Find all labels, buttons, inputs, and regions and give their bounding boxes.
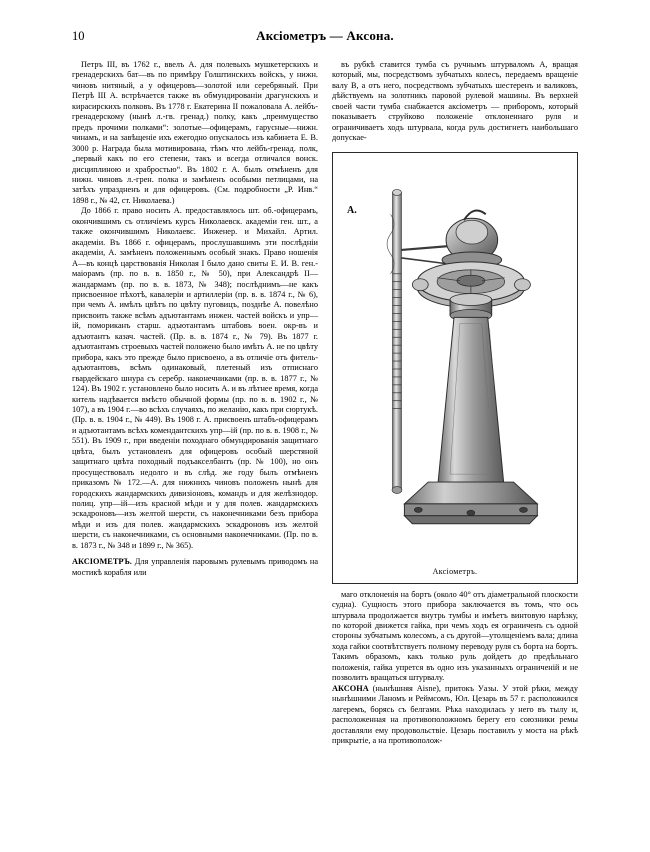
base-plate xyxy=(404,482,537,524)
page-number: 10 xyxy=(72,29,85,43)
entry-subtitle: (нынѣшняя Aisne), притокъ Уазы. xyxy=(372,683,499,693)
figure-label-a: A. xyxy=(347,204,357,216)
paragraph: До 1866 г. право носить А. предоставлялось шт. об.-офицерамъ, окончившимъ съ отличіемъ курсъ Николаевск. академіи ген. шт., а также окончившимъ Николаевс. Инженер. и Михайл. Артил. академіи. Въ 1866 г. офицерамъ, прослушавшимъ эти послѣдніи академіи, А. замѣненъ положеннымъ особый знакъ. Право ношенія А—въ концѣ царствованія Николая I было дано свиты Е. И. В. ген.-маіорамъ (пр. по в. в. 1850 г., № 50), при Александрѣ II—жандармамъ (пр. по в. в. 1873, № 348); послѣднимъ—не какъ присвоенное пѣхотѣ, кавалеріи и артиллеріи (пр. в. в. 1874 г., № 6), при чемъ А. имѣлъ цвѣтъ по цвѣту пуговицъ, позднѣе А. повелѣно присвоить также всѣмъ адъютантамъ инжен. частей войскъ и упр—ій, помориканъ старш. адъютантамъ штабовъ воен. окр-въ и адъютантъ казач. частей. (Пр. в. в. 1874 г., № 79). Въ 1877 г. адъютантамъ строевыхъ частей положено было имѣть А. не по цвѣту прибора, какъ это прежде было присвоено, а въ отличіе отъ фитель-адъютантовъ, всѣмъ одинаковый, плетеный изъ отписнаго гвардейскаго шнура съ серебр. наконечниками (пр. в. в. 1877 г., № 124). Въ 1902 г. установлено было носить А. и въ лѣтнее время, когда китель надѣвается вмѣсто обычной формы (пр. по в. в. 1902 г., № 107), а въ 1904 г.—во всѣхъ случаяхъ, по желанію, какъ при сюртукѣ. (Пр. в. в. 1904 г., № 449). Въ 1908 г. А. присвоенъ штабъ-офицерамъ и адъютантамъ всѣхъ комендантскихъ упр—ій (пр. по в. в. 1908 г., № 551). Въ 1909 г., при введеніи походнаго обмундированія защитнаго цвѣта, былъ установленъ для офицеровъ особый шерстяной защитнаго цвѣта походный подъакселбантъ (пр. № 100), но онъ просуществовалъ недолго и въ слѣд. же году былъ отмѣненъ приказомъ № 172.—А. для нижнихъ чиновъ положенъ нынѣ для городскихъ жандармскихъ дивизіоновъ, командъ и для желѣзнодор. полиц. упр—ій—изъ красной мѣди и у для полев. жандармскихъ эскадроновъ—изъ желтой шерсти, съ наконечниками безъ прибора мѣди и изъ для полев. жандармскихъ эскадроновъ изъ желтой шерсти, съ наконечниками, съ основными наконечниками. (Пр. по в. в. 1873 г., № 348 и 1899 г., № 365). xyxy=(72,206,318,550)
entry-headword: АКСОНА xyxy=(332,683,369,693)
page-header xyxy=(72,28,578,50)
figure-caption: Аксіометръ. xyxy=(432,566,478,576)
paragraph: Петръ III, въ 1762 г., ввелъ А. для полевыхъ мушкетерскихъ и гренадерскихъ бат—въ по примѣру Голштинскихъ войскъ, у нижн. чиновъ нитяный, а у офицеровъ—золотой или серебряный. При Петрѣ III А. встрѣчается также въ обмундированіи драгунскихъ и кирасирскихъ полковъ. Въ 1778 г. Екатерина II пожаловала А. лейбъ-гренадерскому (нынѣ л.-гв. гренад.) полку, какъ „преимущество предъ прочими полками“: золотые—офицерамъ, гарусные—нижн. чинамъ, и на завѣщеніе ихъ ежегодно опускалось изъ кабинета Е. В. 3000 р. Награда была мотивирована, тѣмъ что лейбъ-гренад. полк, „первый какъ по его степени, такъ и всегда отличался вонск. дисциплиною и храбростью“. Въ 1802 г. А. былъ отмѣненъ для нижн. чиновъ л.-грен. полка и замѣненъ особыми петлицами, на затѣхъ упраздненъ и для офицеровъ. (См. подробности „Р. Инв.“ 1898 г., № 42, ст. Николаева.) xyxy=(72,60,318,205)
left-column xyxy=(72,60,318,850)
entry-aksona xyxy=(332,684,578,747)
entry-headword: АКСІОМЕТРЪ. xyxy=(72,557,132,567)
right-column xyxy=(332,60,578,850)
figure-aksiometr xyxy=(332,152,578,584)
two-column-body xyxy=(72,60,578,850)
entry-text: У этой рѣки, между нынѣшними Ланомъ и Реймсомъ, Юл. Цезарь въ 57 г. расположился лагеремъ, борясь съ белгами. Рѣка находилась у него въ тылу и, расположенная на противоположномъ берегу его союзники ремы доставляли ему продовольствіе. Цезарь поставилъ у моста на рѣкѣ прикрытіе, а на противополож- xyxy=(332,683,578,745)
entry-aksiometr xyxy=(72,557,318,578)
paragraph: въ рубкѣ ставится тумба съ ручнымъ штурваломъ А, вращая который, мы, посредствомъ зубчатыхъ колесъ, передаемъ вращеніе валу B, а отъ него, посредствомъ зубчатыхъ шестеренъ и валиковъ, дѣйствуемъ на золотникъ паровой рулевой машины. Въ верхней своей части тумба снабжается аксіометръ — приборомъ, который показываетъ струйково положеніе отклоненнаго руля и ограничиваетъ ходъ штурвала, когда руль достигнетъ наибольшаго допускае- xyxy=(332,60,578,143)
paragraph: маго отклоненія на бортъ (около 40° отъ діаметральной плоскости судна). Сущность этого прибора заключается въ томъ, что ось штурвала продолжается внутрь тумбы и имѣетъ винтовую нарѣзку, по которой движется гайка, при чемъ ходъ ея ограниченъ съ одной стороны зубчатымъ колесомъ, а съ другой—утолщеніемъ вала; длина хода гайки соотвѣтствуетъ полному переводу руля съ борта на бортъ. Такимъ образомъ, какъ только руль дойдетъ до предѣльнаго положенія, гайка упрется въ одно изъ указанныхъ ограниченій и не позволитъ вращаться штурвалу. xyxy=(332,589,578,683)
running-title: Аксіометръ — Аксона. xyxy=(256,28,394,43)
aksiometr-illustration xyxy=(333,153,577,583)
entry-text: Для управленія паровымъ рулевымъ приводомъ на мостикѣ корабля или xyxy=(72,557,319,577)
